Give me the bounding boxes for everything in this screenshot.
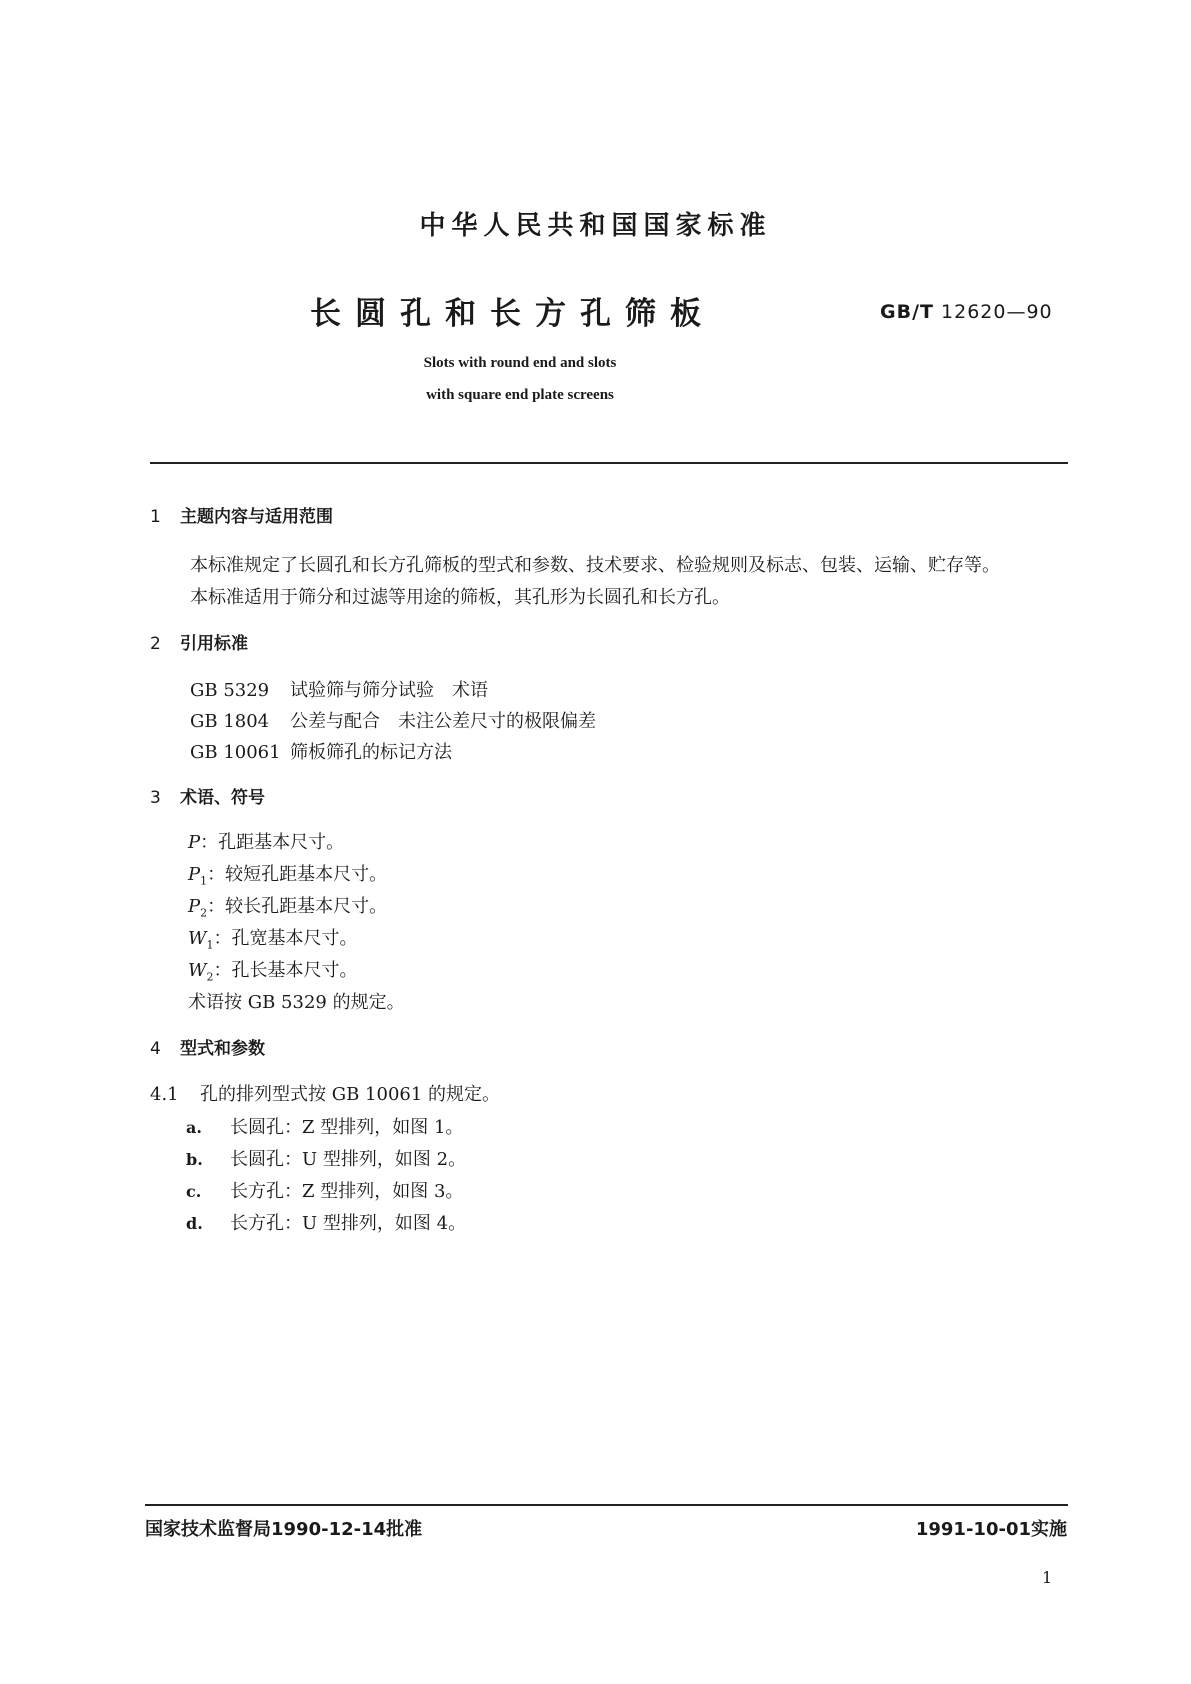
list-item (186, 1209, 466, 1235)
section-title: 术语、符号 (180, 788, 265, 808)
list-letter: d. (186, 1214, 203, 1233)
standard-number (880, 301, 1053, 323)
list-letter: c. (186, 1182, 202, 1201)
header-divider (150, 462, 1068, 464)
clause-number: 4.1 (150, 1084, 179, 1105)
page-number: 1 (1042, 1568, 1053, 1587)
symbol-definition-text: ：孔距基本尺寸。 (200, 832, 345, 853)
symbol: W (188, 960, 207, 981)
section-number: 3 (150, 788, 161, 808)
symbol-definition-text: ：孔长基本尺寸。 (213, 960, 358, 981)
section-number: 1 (150, 507, 161, 527)
reference-item (190, 676, 488, 702)
symbol: W (188, 928, 207, 949)
symbol-subscript: 1 (206, 938, 214, 952)
symbol-definition (188, 924, 358, 952)
symbol-subscript: 2 (206, 970, 214, 984)
list-item (186, 1145, 466, 1171)
symbol-definition-text: ：较长孔距基本尺寸。 (207, 896, 388, 917)
symbol-subscript: 2 (200, 906, 208, 920)
approval-date: 国家技术监督局1990-12-14批准 (145, 1519, 423, 1540)
reference-title: 公差与配合 未注公差尺寸的极限偏差 (290, 711, 596, 732)
document-title: 长圆孔和长方孔筛板 (310, 296, 715, 332)
section-3-heading (150, 783, 265, 808)
english-title-line-2: with square end plate screens (426, 387, 614, 403)
section-title: 型式和参数 (180, 1039, 265, 1059)
symbol-definition (188, 956, 358, 984)
section-title: 主题内容与适用范围 (180, 507, 333, 527)
symbol-definition-text: ：孔宽基本尺寸。 (213, 928, 358, 949)
reference-code: GB 1804 (190, 711, 270, 732)
section-number: 2 (150, 634, 161, 654)
list-letter: a. (186, 1118, 202, 1137)
reference-code: GB 5329 (190, 680, 270, 701)
section-number: 4 (150, 1039, 161, 1059)
symbol: P (188, 864, 201, 885)
standard-code: 12620—90 (941, 301, 1053, 323)
symbol-definition-text: ：较短孔距基本尺寸。 (207, 864, 388, 885)
list-item-text: 长方孔：U 型排列，如图 4。 (230, 1213, 467, 1234)
section-1-paragraph-1: 本标准规定了长圆孔和长方孔筛板的型式和参数、技术要求、检验规则及标志、包装、运输、贮存等。 (190, 555, 1000, 576)
list-letter: b. (186, 1150, 203, 1169)
list-item (186, 1113, 463, 1139)
list-item-text: 长圆孔：U 型排列，如图 2。 (230, 1149, 467, 1170)
symbol-definition (188, 828, 344, 854)
symbol-definition (188, 892, 387, 920)
reference-code: GB 10061 (190, 742, 281, 763)
terminology-note: 术语按 GB 5329 的规定。 (188, 992, 405, 1013)
section-1-paragraph-2: 本标准适用于筛分和过滤等用途的筛板，其孔形为长圆孔和长方孔。 (190, 587, 730, 608)
section-1-heading (150, 502, 333, 527)
symbol: P (188, 896, 201, 917)
national-standard-label: 中华人民共和国国家标准 (419, 211, 772, 241)
symbol-definition (188, 860, 387, 888)
section-2-heading (150, 629, 248, 654)
footer-divider (145, 1504, 1068, 1506)
section-4-heading (150, 1034, 265, 1059)
symbol-subscript: 1 (200, 874, 208, 888)
reference-title: 试验筛与筛分试验 术语 (290, 680, 488, 701)
section-title: 引用标准 (180, 634, 248, 654)
list-item (186, 1177, 463, 1203)
english-title-line-1: Slots with round end and slots (423, 355, 617, 371)
clause-4-1 (150, 1080, 500, 1106)
clause-text: 孔的排列型式按 GB 10061 的规定。 (200, 1084, 501, 1105)
list-item-text: 长圆孔：Z 型排列，如图 1。 (230, 1117, 464, 1138)
reference-item (190, 738, 452, 764)
list-item-text: 长方孔：Z 型排列，如图 3。 (230, 1181, 464, 1202)
standard-prefix: GB/T (880, 301, 934, 323)
effective-date: 1991-10-01实施 (915, 1519, 1067, 1540)
reference-item (190, 707, 596, 733)
reference-title: 筛板筛孔的标记方法 (290, 742, 452, 763)
symbol: P (188, 832, 201, 853)
